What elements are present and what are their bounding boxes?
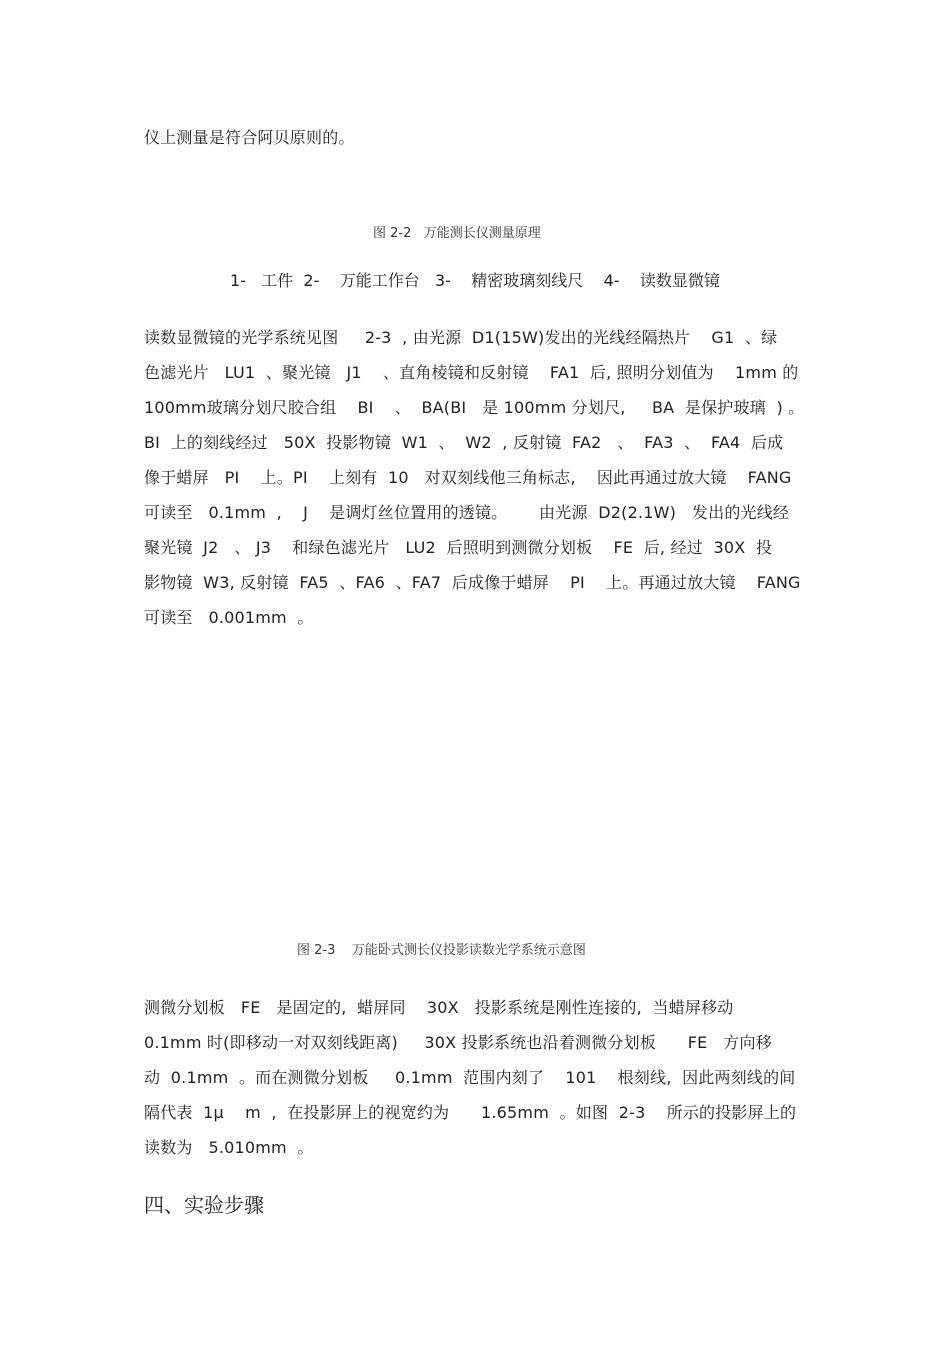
intro-line: 仪上测量是符合阿贝原则的。 bbox=[144, 128, 355, 147]
paragraph-line: 色滤光片 LU1 、聚光镜 J1 、直角棱镜和反射镜 FA1 后, 照明分划值为 1mm 的 bbox=[144, 363, 799, 382]
paragraph-line: 100mm玻璃分划尺胶合组 BI 、 BA(BI 是 100mm 分划尺, BA 是保护玻璃 ) 。 bbox=[144, 398, 805, 417]
paragraph-line: 隔代表 1μ m , 在投影屏上的视宽约为 1.65mm 。如图 2-3 所示的投影屏上的 bbox=[144, 1103, 797, 1122]
paragraph-line: 读数显微镜的光学系统见图 2-3 , 由光源 D1(15W)发出的光线经隔热片 G1 、绿 bbox=[144, 328, 778, 347]
paragraph-line: 测微分划板 FE 是固定的, 蜡屏同 30X 投影系统是刚性连接的, 当蜡屏移动 bbox=[144, 998, 734, 1017]
paragraph-line: 影物镜 W3, 反射镜 FA5 、FA6 、FA7 后成像于蜡屏 PI 上。再通过放大镜 FANG bbox=[144, 573, 801, 592]
paragraph-line: BI 上的刻线经过 50X 投影物镜 W1 、 W2 , 反射镜 FA2 、 FA3 、 FA4 后成 bbox=[144, 433, 784, 452]
paragraph-line: 动 0.1mm 。而在测微分划板 0.1mm 范围内刻了 101 根刻线, 因此两刻线的间 bbox=[144, 1068, 796, 1087]
figure-2-3-caption: 图 2-3 万能卧式测长仪投影读数光学系统示意图 bbox=[297, 943, 586, 958]
paragraph-line: 可读至 0.001mm 。 bbox=[144, 608, 314, 627]
figure-2-2-legend: 1- 工件 2- 万能工作台 3- 精密玻璃刻线尺 4- 读数显微镜 bbox=[230, 271, 720, 290]
paragraph-line: 聚光镜 J2 、 J3 和绿色滤光片 LU2 后照明到测微分划板 FE 后, 经过 30X 投 bbox=[144, 538, 773, 557]
paragraph-line: 0.1mm 时(即移动一对双刻线距离) 30X 投影系统也沿着测微分划板 FE 方向移 bbox=[144, 1033, 772, 1052]
figure-2-2-caption: 图 2-2 万能测长仪测量原理 bbox=[373, 226, 541, 241]
paragraph-line: 读数为 5.010mm 。 bbox=[144, 1138, 314, 1157]
paragraph-line: 像于蜡屏 PI 上。PI 上刻有 10 对双刻线他三角标志, 因此再通过放大镜 FANG bbox=[144, 468, 792, 487]
paragraph-line: 可读至 0.1mm , J 是调灯丝位置用的透镜。 由光源 D2(2.1W) 发出的光线经 bbox=[144, 503, 790, 522]
section-heading: 四、实验步骤 bbox=[144, 1193, 264, 1217]
